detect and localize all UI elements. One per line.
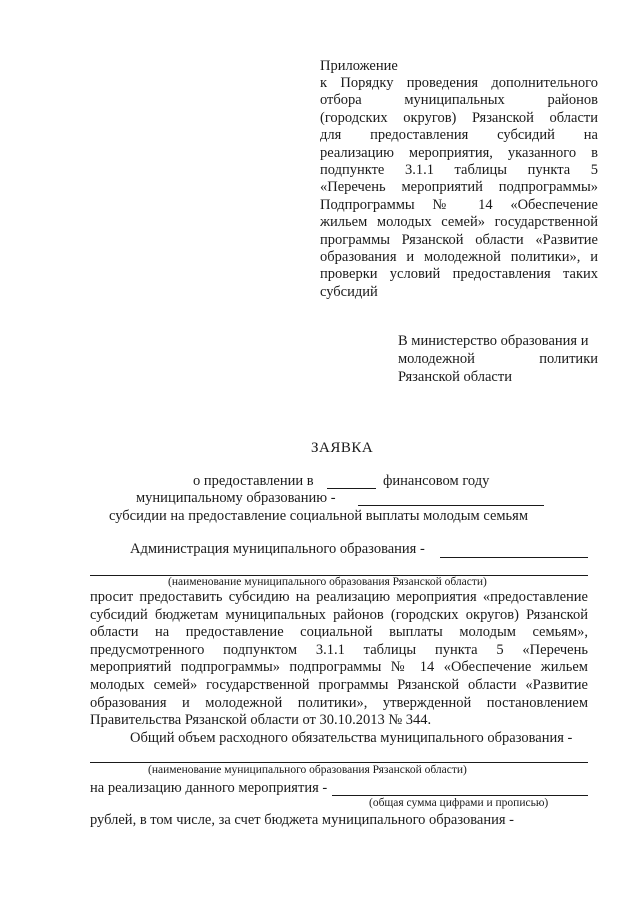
appendix-line: к Порядку проведения дополнительного	[320, 75, 598, 91]
appendix-title: Приложение	[320, 58, 398, 74]
subtitle-line-1-end: финансовом году	[383, 473, 490, 489]
total-sum-blank[interactable]	[332, 795, 588, 796]
appendix-line: жильем молодых семей» государственной	[320, 214, 598, 231]
appendix-line: (городских округов) Рязанской области	[320, 109, 598, 126]
paragraph-line: образования и молодежной политики», утвержденной постановлением	[90, 694, 588, 711]
appendix-line: подпункте 3.1.1 таблицы пункта 5	[320, 162, 598, 178]
appendix-line: отбора муниципальных районов	[320, 92, 598, 109]
appendix-line: «Перечень мероприятий подпрограммы»	[320, 179, 598, 196]
paragraph-line: субсидий бюджетам муниципальных районов (городских округов) Рязанской	[90, 606, 588, 623]
paragraph-line: просит предоставить субсидию на реализацию мероприятия «предоставление	[90, 589, 588, 605]
caption-municipality-name-2: (наименование муниципального образования Рязанской области)	[148, 764, 467, 776]
admin-label: Администрация муниципального образования -	[130, 541, 425, 557]
subtitle-line-3: субсидии на предоставление социальной выплаты молодым семьям	[109, 508, 529, 524]
admin-name-blank-1[interactable]	[440, 557, 588, 558]
paragraph-line: мероприятий подпрограммы» подпрограммы № 14 «Обеспечение жильем	[90, 659, 588, 676]
addressee-line: Рязанской области	[398, 369, 512, 385]
appendix-line: проверки условий предоставления таких	[320, 266, 598, 283]
subtitle-line-1-start: о предоставлении в	[193, 473, 314, 489]
municipality-blank[interactable]	[358, 505, 544, 506]
total-obligation-label: Общий объем расходного обязательства муниципального образования -	[130, 730, 573, 746]
addressee-line: молодежной политики	[398, 351, 598, 367]
implementation-label: на реализацию данного мероприятия -	[90, 780, 328, 796]
fiscal-year-blank[interactable]	[327, 488, 376, 489]
rubles-line: рублей, в том числе, за счет бюджета муниципального образования -	[90, 812, 514, 828]
paragraph-line: молодых семей» государственной программы Рязанской области «Развитие	[90, 677, 588, 693]
appendix-line: субсидий	[320, 283, 378, 300]
total-municipality-blank[interactable]	[90, 762, 588, 763]
document-title: ЗАЯВКА	[311, 440, 374, 456]
caption-total-sum: (общая сумма цифрами и прописью)	[369, 797, 549, 809]
paragraph-line: предусмотренного подпунктом 3.1.1 таблицы пункта 5 «Перечень	[90, 641, 588, 658]
appendix-line: образования и молодежной политики», и	[320, 249, 598, 265]
paragraph-last-line: Правительства Рязанской области от 30.10.2013 № 344.	[90, 712, 432, 728]
appendix-line: для предоставления субсидий на	[320, 127, 598, 144]
appendix-line: Подпрограммы № 14 «Обеспечение	[320, 196, 598, 213]
appendix-line: реализацию мероприятия, указанного в	[320, 144, 598, 161]
appendix-line: программы Рязанской области «Развитие	[320, 231, 598, 248]
caption-municipality-name: (наименование муниципального образования Рязанской области)	[168, 576, 487, 588]
addressee-line: В министерство образования и	[398, 333, 589, 349]
subtitle-line-2: муниципальному образованию -	[136, 490, 336, 506]
paragraph-line: области на предоставление социальной выплаты молодым семьям»,	[90, 624, 588, 641]
